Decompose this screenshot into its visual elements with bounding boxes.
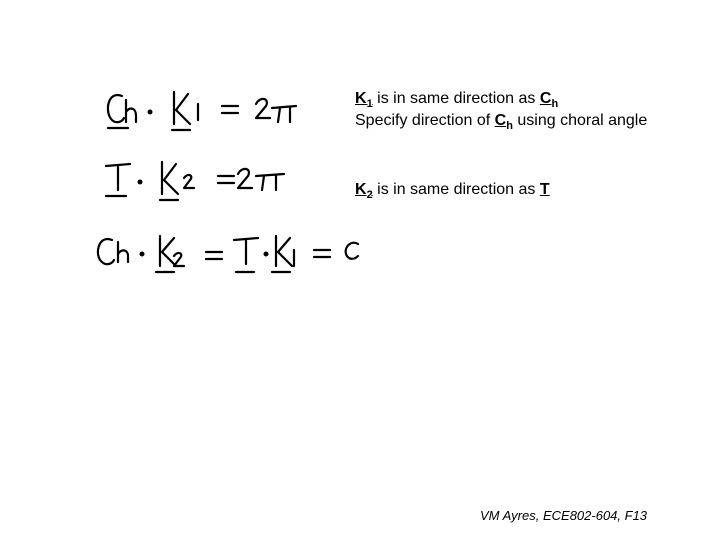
k1-symbol: $K_1$ <box>355 90 373 111</box>
note-ch-prefix: Specify direction of <box>355 112 495 129</box>
note-k1-text: is in same direction as <box>372 90 540 107</box>
k2-symbol: $K_2$ <box>355 181 373 202</box>
note-k2-text: is in same direction as <box>372 181 540 198</box>
note-k2-direction <box>355 179 550 201</box>
note-k1-direction <box>355 88 558 110</box>
equation-2 <box>106 162 284 200</box>
equation-1 <box>108 92 296 130</box>
equation-3 <box>98 236 358 272</box>
note-ch-direction <box>355 110 647 132</box>
ch-symbol: $C_h$ <box>494 112 513 133</box>
note-ch-suffix: using choral angle <box>512 112 648 129</box>
ch-symbol: $C_h$ <box>539 90 559 111</box>
t-symbol: T <box>539 181 550 198</box>
slide-footer: VM Ayres, ECE802-604, F13 <box>480 508 648 523</box>
